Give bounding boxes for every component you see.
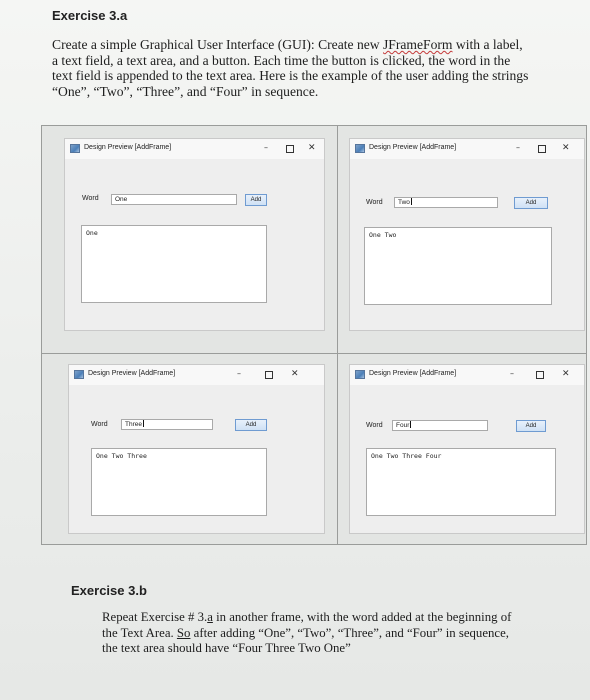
desc-b-line-2: the Text Area. So after adding “One”, “Two”, “Three”, and “Four” in sequence,	[102, 625, 509, 640]
words-text-area[interactable]: One	[81, 225, 267, 303]
word-label: Word	[91, 421, 108, 428]
window-title: Design Preview [AddFrame]	[84, 144, 172, 151]
words-text-area[interactable]: One Two Three	[91, 448, 267, 516]
jframeform-term: JFrameForm	[383, 37, 453, 52]
desc-b-line-1: Repeat Exercise # 3.a in another frame, with the word added at the beginning of	[102, 610, 512, 624]
window-title: Design Preview [AddFrame]	[369, 370, 457, 377]
minimize-button[interactable]: –	[237, 369, 241, 378]
maximize-button[interactable]	[538, 145, 546, 153]
desc-line-2: a text field, a text area, and a button. Each time the button is clicked, the word in the	[52, 52, 511, 68]
close-button[interactable]: ✕	[308, 143, 316, 153]
exercise-a-description	[52, 37, 562, 99]
close-button[interactable]: ✕	[562, 369, 570, 379]
grid-divider-horizontal	[42, 353, 586, 354]
exercise-b-description	[102, 610, 552, 657]
text-caret	[410, 421, 411, 428]
add-button[interactable]: Add	[235, 419, 267, 431]
word-label: Word	[366, 199, 383, 206]
add-frame-window-1	[64, 138, 325, 331]
minimize-button[interactable]: –	[516, 143, 520, 152]
word-text-field[interactable]: Two	[394, 197, 498, 208]
add-frame-window-3	[68, 364, 325, 534]
title-bar	[350, 365, 584, 385]
title-bar	[69, 365, 324, 385]
minimize-button[interactable]: –	[264, 143, 268, 152]
close-button[interactable]: ✕	[562, 143, 570, 153]
maximize-button[interactable]	[265, 371, 273, 379]
words-text-area[interactable]: One Two Three Four	[366, 448, 556, 516]
add-frame-window-4	[349, 364, 585, 534]
title-bar	[65, 139, 324, 159]
minimize-button[interactable]: –	[510, 369, 514, 378]
word-text-field[interactable]: Four	[392, 420, 488, 431]
add-frame-window-2	[349, 138, 585, 331]
java-app-icon	[355, 144, 365, 153]
close-button[interactable]: ✕	[291, 369, 299, 379]
desc-line-3: text field is appended to the text area. Here is the example of the user adding the strings	[52, 68, 529, 84]
word-label: Word	[82, 195, 99, 202]
desc-line-4: “One”, “Two”, “Three”, and “Four” in sequence.	[52, 83, 319, 99]
add-button[interactable]: Add	[245, 194, 267, 206]
title-bar	[350, 139, 584, 159]
window-title: Design Preview [AddFrame]	[369, 144, 457, 151]
word-text-field[interactable]: One	[111, 194, 237, 205]
word-text-field[interactable]: Three	[121, 419, 213, 430]
text-caret	[143, 420, 144, 427]
word-label: Word	[366, 422, 383, 429]
words-text-area[interactable]: One Two	[364, 227, 552, 305]
exercise-b-title: Exercise 3.b	[71, 583, 147, 598]
grid-divider-vertical	[337, 126, 338, 544]
maximize-button[interactable]	[286, 145, 294, 153]
java-app-icon	[74, 370, 84, 379]
java-app-icon	[355, 370, 365, 379]
maximize-button[interactable]	[536, 371, 544, 379]
desc-b-line-3: the text area should have “Four Three Two One”	[102, 641, 351, 655]
window-title: Design Preview [AddFrame]	[88, 370, 176, 377]
screenshot-grid	[41, 125, 587, 545]
desc-line-1: Create a simple Graphical User Interface (GUI): Create new JFrameForm with a label,	[52, 37, 523, 52]
add-button[interactable]: Add	[514, 197, 548, 209]
text-caret	[411, 198, 412, 205]
java-app-icon	[70, 144, 80, 153]
add-button[interactable]: Add	[516, 420, 546, 432]
exercise-a-title: Exercise 3.a	[52, 8, 128, 23]
